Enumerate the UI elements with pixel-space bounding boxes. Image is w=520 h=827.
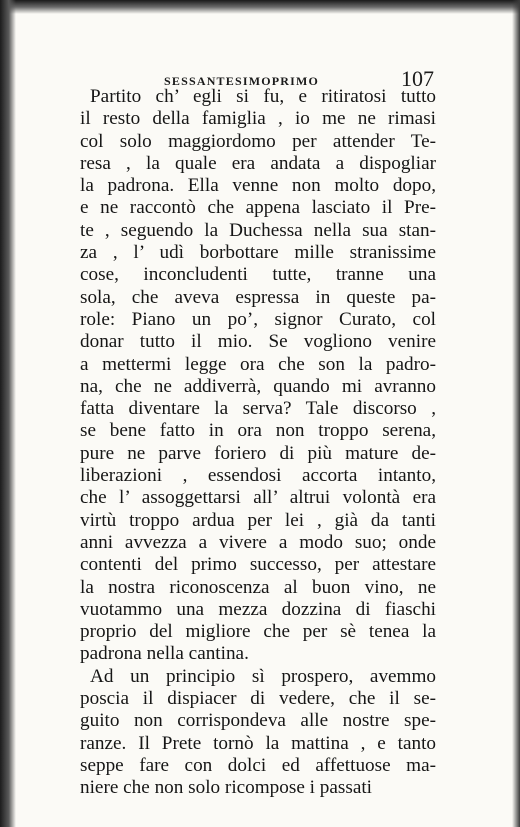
text-line: proprio del migliore che per sè tenea la bbox=[80, 621, 436, 643]
text-line: anni avvezza a vivere a modo suo; onde bbox=[80, 531, 436, 553]
text-line: virtù troppo ardua per lei , già da tanti bbox=[80, 509, 436, 531]
text-line: sola, che aveva espressa in queste pa- bbox=[80, 286, 436, 308]
text-line: padrona nella cantina. bbox=[80, 643, 249, 665]
text-line: liberazioni , essendosi accorta intanto, bbox=[80, 465, 436, 487]
paragraph bbox=[80, 86, 436, 666]
text-line: pure ne parve foriero di più mature de- bbox=[80, 442, 436, 464]
text-line: la padrona. Ella venne non molto dopo, bbox=[80, 175, 436, 197]
text-line: contenti del primo successo, per attestare bbox=[80, 554, 436, 576]
text-line: role: Piano un po’, signor Curato, col bbox=[80, 308, 436, 330]
text-line: Partito ch’ egli si fu, e ritiratosi tutto bbox=[90, 86, 436, 107]
text-line: niere che non solo ricompose i passati bbox=[80, 777, 373, 799]
text-line: col solo maggiordomo per attender Te- bbox=[80, 130, 436, 152]
text-line: a mettermi legge ora che son la padro- bbox=[80, 353, 436, 375]
text-line: ranze. Il Prete tornò la mattina , e tanto bbox=[80, 732, 436, 754]
text-line: resa , la quale era andata a dispogliar bbox=[80, 152, 436, 174]
text-line: vuotammo una mezza dozzina di fiaschi bbox=[80, 598, 436, 620]
text-line: e ne raccontò che appena lasciato il Pre- bbox=[80, 197, 436, 219]
text-line: che l’ assoggettarsi all’ altrui volontà era bbox=[80, 487, 436, 509]
text-line: guito non corrispondeva alle nostre spe- bbox=[80, 710, 436, 732]
text-line: cose, inconcludenti tutte, tranne una bbox=[80, 264, 436, 286]
paragraph bbox=[80, 666, 436, 800]
text-line: na, che ne addiverrà, quando mi avranno bbox=[80, 375, 436, 397]
text-line: poscia il dispiacer di vedere, che il se- bbox=[80, 688, 436, 710]
text-line: te , seguendo la Duchessa nella sua stan- bbox=[80, 219, 436, 241]
text-line: il resto della famiglia , io me ne rimasi bbox=[80, 108, 436, 130]
text-line: Ad un principio sì prospero, avemmo bbox=[90, 665, 436, 687]
text-line: donar tutto il mio. Se vogliono venire bbox=[80, 331, 436, 353]
text-line: la nostra riconoscenza al buon vino, ne bbox=[80, 576, 436, 598]
body-text bbox=[80, 86, 436, 800]
text-line: seppe fare con dolci ed affettuose ma- bbox=[80, 754, 436, 776]
page-edge-shadow bbox=[512, 0, 520, 827]
text-line: se bene fatto in ora non troppo serena, bbox=[80, 420, 436, 442]
page-number: 107 bbox=[401, 66, 434, 91]
running-head: SESSANTESIMOPRIMO bbox=[164, 74, 320, 88]
text-line: fatta diventare la serva? Tale discorso , bbox=[80, 398, 436, 420]
text-line: za , l’ udì borbottare mille stranissime bbox=[80, 242, 436, 264]
